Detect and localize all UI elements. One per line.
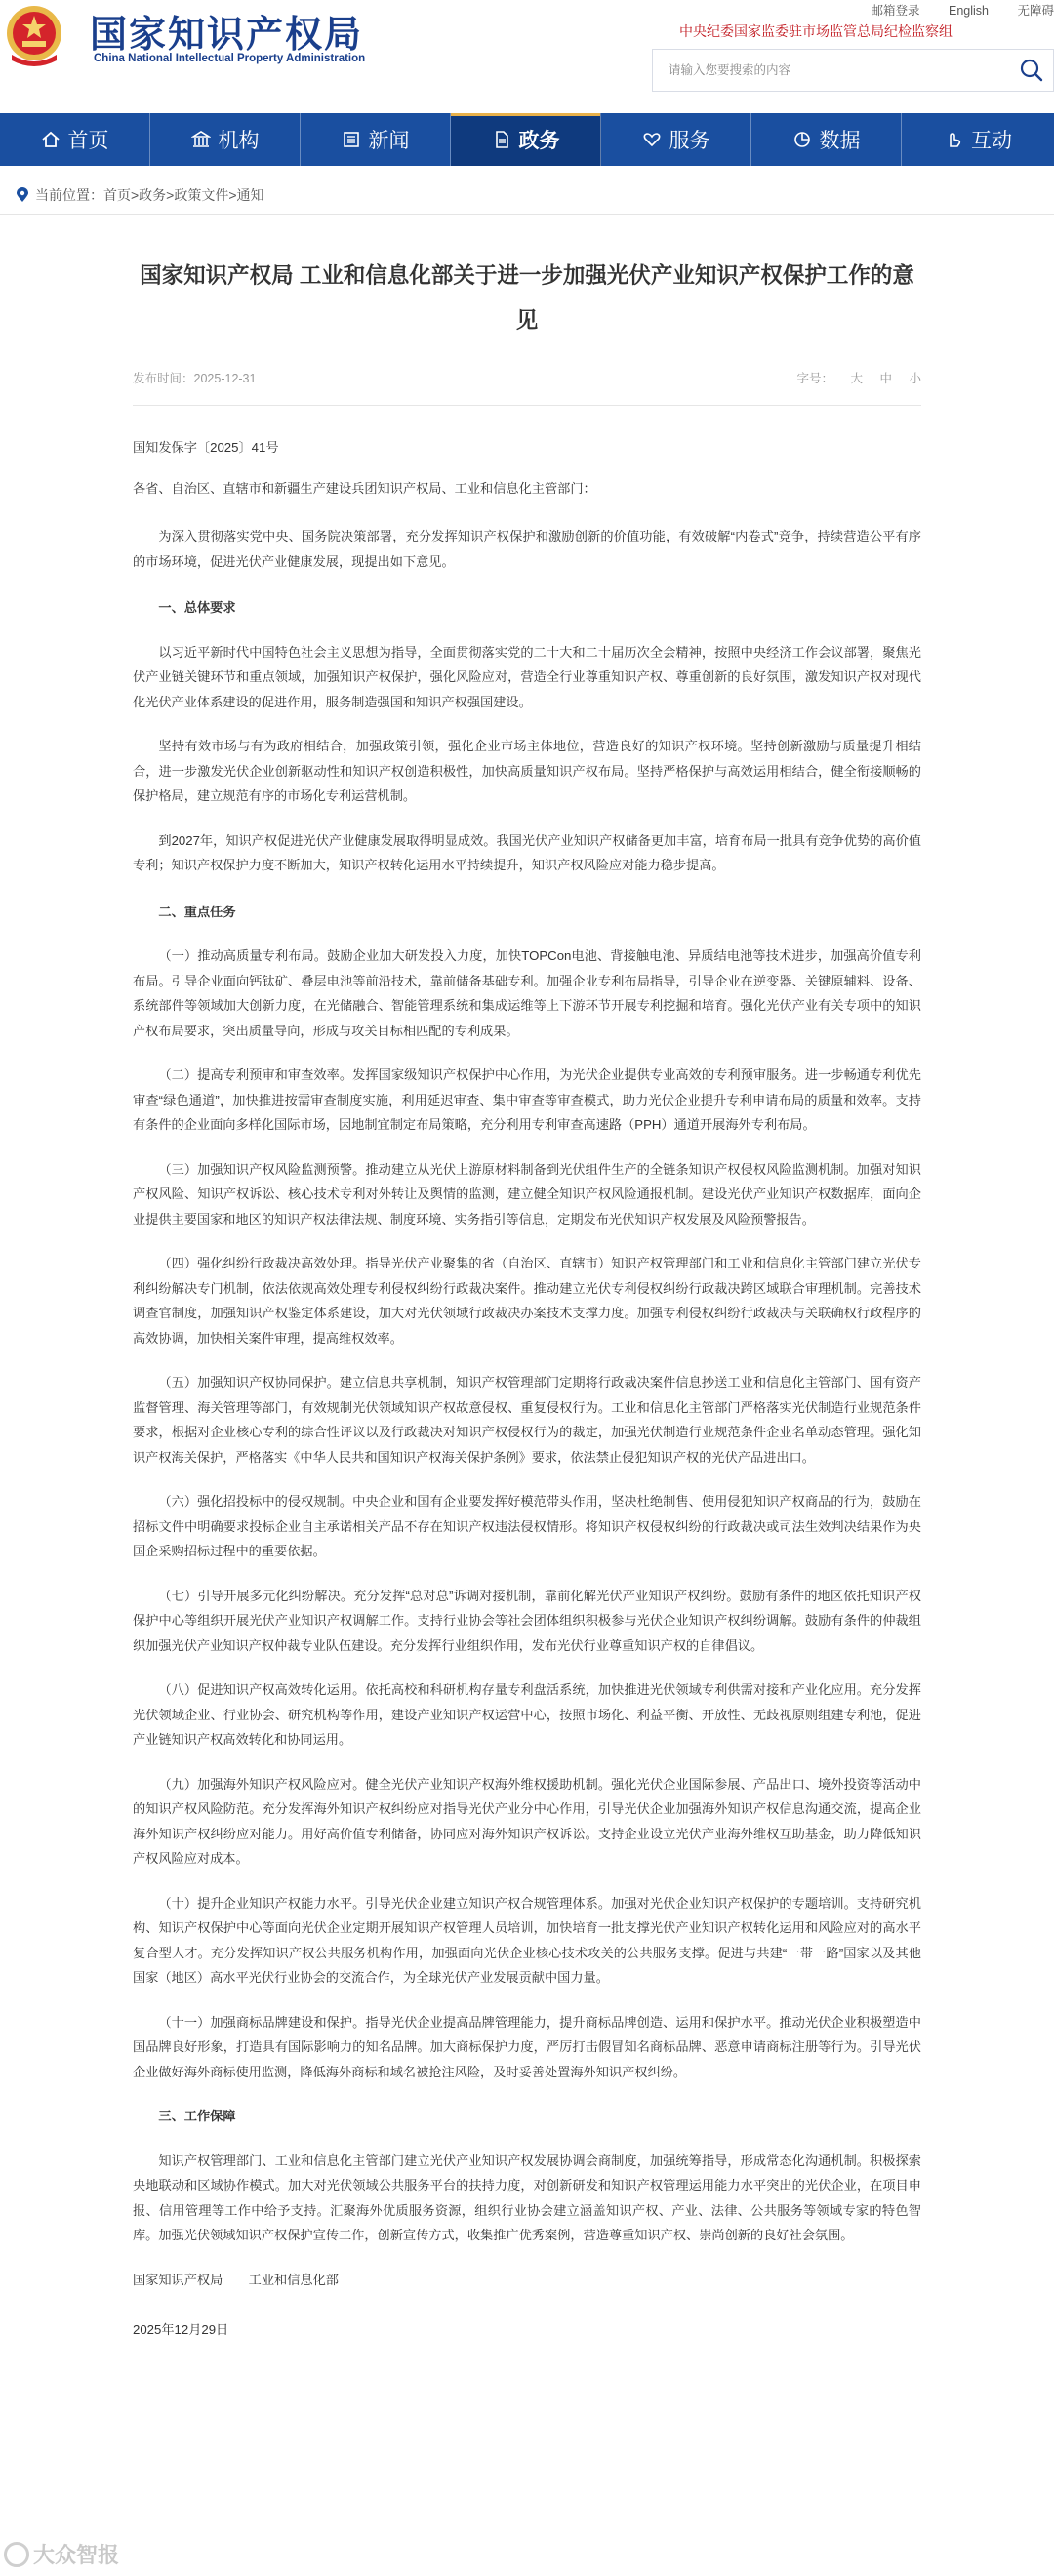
news-icon xyxy=(342,130,361,149)
paragraph: （五）加强知识产权协同保护。建立信息共享机制，知识产权管理部门定期将行政裁决案件信息抄送工业和信息化主管部门、国有资产监督管理、海关管理等部门，有效规制光伏领域知识产权故意侵权、重复侵权行为。工业和信息化主管部门严格落实光伏制造行业规范条件要求，根据对企业核心专利的综合性评议以及行政裁决对知识产权侵权行为的裁定，加强光伏制造行业规范条件企业名单动态管理。强化知识产权海关保护，严格落实《中华人民共和国知识产权海关保护条例》要求，依法禁止侵犯知识产权的光伏产品进出口。 xyxy=(133,1375,921,1465)
site-name-cn[interactable]: 国家知识产权局 xyxy=(90,15,364,56)
nav-item-interaction[interactable] xyxy=(902,113,1054,166)
search-button[interactable] xyxy=(1010,50,1053,91)
paragraph: 到2027年，知识产权促进光伏产业健康发展取得明显成效。我国光伏产业知识产权储备更加丰富，培育布局一批具有竞争优势的高价值专利；知识产权保护力度不断加大，知识产权转化运用水平持续提升，知识产权风险应对能力稳步提高。 xyxy=(133,832,921,872)
location-pin-icon xyxy=(16,187,29,203)
home-icon xyxy=(41,130,61,149)
nav-label: 政务 xyxy=(518,130,560,152)
paragraph: （八）促进知识产权高效转化运用。依托高校和科研机构存量专利盘活系统，加快推进光伏领域专利供需对接和产业化应用。充分发挥光伏领域企业、行业协会、研究机构等作用，建设产业知识产权运营中心，按照市场化、利益平衡、开放性、无歧视原则组建专利池，促进产业链知识产权高效转化和协同运用。 xyxy=(133,1682,921,1747)
top-links xyxy=(846,1,1054,19)
paragraph: （七）引导开展多元化纠纷解决。充分发挥“总对总”诉调对接机制，靠前化解光伏产业知识产权纠纷。鼓励有条件的地区依托知识产权保护中心等组织开展光伏产业知识产权调解工作。支持行业协会等社会团体组织积极参与光伏企业知识产权纠纷调解。鼓励有条件的仲裁组织加强光伏产业知识产权仲裁专业队伍建设。充分发挥行业组织作用，发布光伏行业尊重知识产权的自律倡议。 xyxy=(133,1588,921,1653)
nav-label: 机构 xyxy=(218,130,260,152)
paragraph: 坚持有效市场与有为政府相结合，加强政策引领，强化企业市场主体地位，营造良好的知识产权环境。坚持创新激励与质量提升相结合，进一步激发光伏企业创新驱动性和知识产权创造积极性，加快高质量知识产权布局。坚持严格保护与高效运用相结合，健全衔接顺畅的保护格局，建立规范有序的市场化专利运营机制。 xyxy=(133,739,921,803)
paragraph: （九）加强海外知识产权风险应对。健全光伏产业知识产权海外维权援助机制。强化光伏企业国际参展、产品出口、境外投资等活动中的知识产权风险防范。充分发挥海外知识产权纠纷应对指导光伏产业分中心作用，引导光伏企业加强海外知识产权信息沟通交流，提高企业海外知识产权纠纷应对能力。用好高价值专利储备，协同应对海外知识产权诉讼。支持企业设立光伏产业海外维权互助基金，助力降低知识产权风险应对成本。 xyxy=(133,1776,921,1866)
national-emblem-icon xyxy=(4,4,64,68)
signature-date: 2025年12月29日 xyxy=(133,2322,229,2337)
building-icon xyxy=(191,130,211,149)
heart-hand-icon xyxy=(642,130,662,149)
font-size-small-button[interactable]: 小 xyxy=(909,372,921,385)
nav-item-news[interactable] xyxy=(301,113,451,166)
publish-date: 2025-12-31 xyxy=(193,372,257,385)
paragraph: （四）强化纠纷行政裁决高效处理。指导光伏产业聚集的省（自治区、直辖市）知识产权管理部门和工业和信息化主管部门建立光伏专利纠纷解决专门机制，依法依规高效处理专利侵权纠纷行政裁决案件。推动建立光伏专利侵权纠纷行政裁决跨区域联合审理机制。完善技术调查官制度，加强知识产权鉴定体系建设，加大对光伏领域行政裁决办案技术支撑力度。加强专利侵权纠纷行政裁决与关联确权行政程序的高效协调，加快相关案件审理，提高维权效率。 xyxy=(133,1256,921,1346)
font-size-controls xyxy=(783,369,921,386)
search-icon xyxy=(1010,50,1053,91)
watermark-logo-icon xyxy=(4,2542,29,2567)
nav-item-service[interactable] xyxy=(601,113,751,166)
main-nav xyxy=(0,113,1054,166)
paragraph: （十）提升企业知识产权能力水平。引导光伏企业建立知识产权合规管理体系。加强对光伏企业知识产权保护的专题培训。支持研究机构、知识产权保护中心等面向光伏企业定期开展知识产权管理人员培训，加快培育一批支撑光伏产业知识产权转化运用和风险应对的高水平复合型人才。充分发挥知识产权公共服务机构作用，加强面向光伏企业核心技术攻关的公共服务支撑。促进与共建“一带一路”国家以及其他国家（地区）高水平光伏行业协会的交流合作，为全球光伏产业发展贡献中国力量。 xyxy=(133,1895,921,1985)
section-heading: 二、重点任务 xyxy=(158,904,236,919)
font-size-label: 字号： xyxy=(796,372,833,385)
article-meta xyxy=(133,369,921,390)
article-title: 国家知识产权局 工业和信息化部关于进一步加强光伏产业知识产权保护工作的意见 xyxy=(140,263,914,333)
section-heading: 三、工作保障 xyxy=(158,2109,236,2123)
paragraph: （一）推动高质量专利布局。鼓励企业加大研发投入力度，加快TOPCon电池、背接触电池、异质结电池等技术进步，加强高价值专利布局。引导企业面向钙钛矿、叠层电池等前沿技术，靠前储备基础专利。加强企业专利布局指导，引导企业在逆变器、关键原辅料、设备、系统部件等领域加大创新力度，在光储融合、智能管理系统和集成运维等上下游环节开展专利挖掘和培育。强化光伏产业有关专项中的知识产权布局要求，突出质量导向，形成与攻关目标相匹配的专利成果。 xyxy=(133,948,921,1038)
nav-label: 服务 xyxy=(669,130,710,152)
pie-chart-icon xyxy=(792,130,812,149)
discipline-inspection-link[interactable]: 中央纪委国家监委驻市场监管总局纪检监察组 xyxy=(679,23,953,39)
paragraph: （三）加强知识产权风险监测预警。推动建立从光伏上游原材料制备到光伏组件生产的全链条知识产权侵权风险监测机制。加强对知识产权风险、知识产权诉讼、核心技术专利对外转让及舆情的监测，建立健全知识产权风险通报机制。建设光伏产业知识产权数据库，面向企业提供主要国家和地区的知识产权法律法规、制度环境、实务指引等信息，定期发布光伏知识产权发展及风险预警报告。 xyxy=(133,1161,921,1227)
watermark xyxy=(4,2539,119,2569)
search-box xyxy=(652,49,1054,92)
paragraph: （十一）加强商标品牌建设和保护。指导光伏企业提高品牌管理能力，提升商标品牌创造、运用和保护水平。推动光伏企业积极塑造中国品牌良好形象，打造具有国际影响力的知名品牌。加大商标保护力度，严厉打击假冒知名商标品牌、恶意申请商标注册等行为。引导光伏企业做好海外商标使用监测，降低海外商标和域名被抢注风险，及时妥善处置海外知识产权纠纷。 xyxy=(133,2014,921,2079)
breadcrumb-path[interactable]: 首页>政务>政策文件>通知 xyxy=(103,187,264,203)
nav-item-institution[interactable] xyxy=(150,113,301,166)
article xyxy=(133,254,921,2337)
nav-label: 新闻 xyxy=(368,130,410,152)
nav-label: 数据 xyxy=(819,130,861,152)
document-number: 国知发保字〔2025〕41号 xyxy=(133,440,279,455)
nav-label: 首页 xyxy=(67,130,109,152)
hand-icon xyxy=(944,130,963,149)
english-link[interactable]: English xyxy=(949,4,989,18)
paragraph: （六）强化招投标中的侵权规制。中央企业和国有企业要发挥好模范带头作用，坚决杜绝制售、使用侵犯知识产权商品的行为，鼓励在招标文件中明确要求投标企业自主承诺相关产品不存在知识产权违法侵权情形。将知识产权侵权纠纷的行政裁决或司法生效判决结果作为央国企采购招标过程中的重要依据。 xyxy=(133,1494,921,1558)
nav-item-government-affairs[interactable] xyxy=(451,113,601,166)
publish-time xyxy=(133,369,256,386)
section-heading: 一、总体要求 xyxy=(158,600,236,615)
accessibility-link[interactable]: 无障碍 xyxy=(1017,4,1054,18)
publish-label: 发布时间： xyxy=(133,372,194,385)
breadcrumb-bar xyxy=(0,176,1054,215)
document-icon xyxy=(492,130,511,149)
article-body xyxy=(133,435,921,2343)
watermark-text: 大众智报 xyxy=(33,2543,120,2567)
breadcrumb-prefix: 当前位置： xyxy=(35,187,103,203)
font-size-large-button[interactable]: 大 xyxy=(850,372,863,385)
font-size-medium-button[interactable]: 中 xyxy=(879,372,892,385)
signature: 国家知识产权局 工业和信息化部 xyxy=(133,2272,339,2287)
breadcrumb xyxy=(16,185,264,205)
site-name-en: China National Intellectual Property Administration xyxy=(94,53,366,64)
paragraph: （二）提高专利预审和审查效率。发挥国家级知识产权保护中心作用，为光伏企业提供专业高效的专利预审服务。进一步畅通专利优先审查“绿色通道”，加快推进按需审查制度实施，利用延迟审查、集中审查等审查模式，助力光伏企业提升专利申请布局的质量和效率。支持有条件的企业面向多样化国际市场，因地制宜制定布局策略，充分利用专利审查高速路（PPH）通道开展海外专利布局。 xyxy=(133,1067,921,1132)
nav-label: 互动 xyxy=(971,130,1012,152)
site-header xyxy=(0,0,1054,113)
mailbox-login-link[interactable]: 邮箱登录 xyxy=(871,4,920,18)
divider xyxy=(133,405,921,406)
nav-item-data[interactable] xyxy=(751,113,902,166)
paragraph: 知识产权管理部门、工业和信息化主管部门建立光伏产业知识产权发展协调会商制度，加强统筹指导，形成常态化沟通机制。积极探索央地联动和区域协作模式。加大对光伏领域公共服务平台的扶持力度，对创新研发和知识产权管理运用能力水平突出的光伏企业，在项目申报、信用管理等工作中给予支持。汇聚海外优质服务资源，组织行业协会建立涵盖知识产权、产业、法律、公共服务等领域专家的特色智库。加强光伏领域知识产权保护宣传工作，创新宣传方式，收集推广优秀案例，营造尊重知识产权、崇尚创新的良好社会氛围。 xyxy=(133,2153,921,2242)
nav-item-home[interactable] xyxy=(0,113,150,166)
paragraph: 为深入贯彻落实党中央、国务院决策部署，充分发挥知识产权保护和激励创新的价值功能，有效破解“内卷式”竞争，持续营造公平有序的市场环境，促进光伏产业健康发展，现提出如下意见。 xyxy=(133,529,921,569)
search-input[interactable] xyxy=(653,50,1004,91)
addressee: 各省、自治区、直辖市和新疆生产建设兵团知识产权局、工业和信息化主管部门： xyxy=(133,480,596,496)
paragraph: 以习近平新时代中国特色社会主义思想为指导，全面贯彻落实党的二十大和二十届历次全会精神，按照中央经济工作会议部署，聚焦光伏产业链关键环节和重点领域，加强知识产权保护，强化风险应对，营造全行业尊重知识产权、尊重创新的良好氛围，激发知识产权对现代化光伏产业体系建设的促进作用，服务制造强国和知识产权强国建设。 xyxy=(133,644,921,709)
